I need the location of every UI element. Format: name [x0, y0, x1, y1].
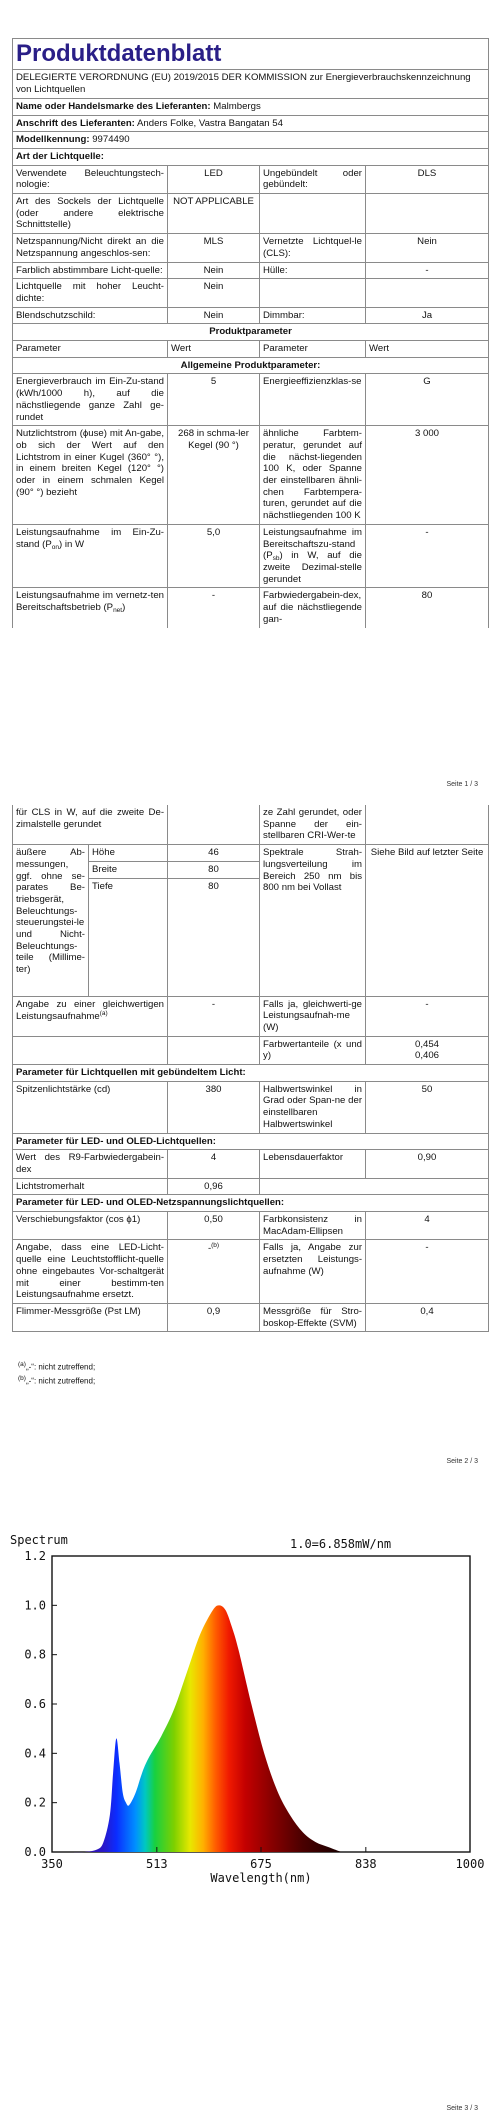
directional-header: Parameter für Lichtquellen mit gebündeltem Licht: [13, 1065, 489, 1082]
x-tick-label: 838 [354, 1857, 377, 1871]
param-row-network-cont: für CLS in W, auf die zweite De-zimalstelle gerundet ze Zahl gerundet, oder Spanne der ein-stellbaren CRI-Wer-te [13, 805, 489, 845]
param-row-peak: Spitzenlichtstärke (cd) 380 Halbwertswinkel in Grad oder Span-ne der einstellbaren Halbwertswinkel 50 [13, 1081, 489, 1133]
type-row: Farblich abstimmbare Licht-quelle: Nein Hülle: - [13, 262, 489, 279]
param-row-dimensions: Tiefe 80 [13, 878, 489, 996]
param-row-power-factor: Verschiebungsfaktor (cos ϕ1) 0,50 Farbkonsistenz in MacAdam-Ellipsen 4 [13, 1212, 489, 1240]
param-row-dimensions: äußere Ab-messungen, ggf. ohne se-parates Be-triebsgerät, Beleuchtungs-steuerungstei-le und Nicht-Beleuchtungs-teile (Millime-ter) Höhe 46 Spektrale Strah-lungsverteilung im Bereich 250 nm bis 800 nm bei Vollast Siehe Bild auf letzter Seite [13, 845, 489, 862]
y-axis-label: Spectrum [10, 1533, 68, 1547]
type-row: Lichtquelle mit hoher Leucht-dichte: Nein [13, 279, 489, 307]
page-2 [0, 805, 500, 1520]
column-header-row: Parameter Wert Parameter Wert [13, 341, 489, 358]
y-tick-label: 0.6 [24, 1697, 46, 1711]
y-tick-label: 0.4 [24, 1746, 46, 1761]
product-params-header: Produktparameter [13, 324, 489, 341]
y-tick-label: 0.0 [24, 1845, 46, 1859]
scale-annotation: 1.0=6.858mW/nm [290, 1537, 392, 1551]
param-row-r9: Wert des R9-Farbwiedergabein-dex 4 Lebensdauerfaktor 0,90 [13, 1150, 489, 1178]
page-footer: Seite 1 / 3 [446, 781, 478, 788]
spectrum-area [71, 1605, 341, 1852]
param-row-network: Leistungsaufnahme im vernetz-ten Bereitschaftsbetrieb $(P_{net})$ - Farbwiedergabein-dex, auf die nächstliegende gan- 80 [13, 588, 489, 628]
light-source-type-header: Art der Lichtquelle: [13, 148, 489, 165]
page-footer: Seite 3 / 3 [446, 2105, 478, 2112]
x-tick-label: 1000 [455, 1857, 485, 1871]
footnote-b: $^{(b)}$„-“: nicht zutreffend; [18, 1375, 96, 1387]
param-row-flicker: Flimmer-Messgröße (Pst LM) 0,9 Messgröße für Stro-boskop-Effekte (SVM) 0,4 [13, 1303, 489, 1331]
spectrum-chart [0, 1520, 500, 1940]
x-tick-label: 675 [250, 1857, 272, 1871]
param-row-flux: Nutzlichtstrom (ϕuse) mit An-gabe, ob sich der Wert auf den Lichtstrom in einer Kugel (360° °), in einem breiten Kegel (120° °) oder in einem schmalen Kegel (90° °) bezieht 268 in schma-ler Kegel (90 °) ähnliche Farbtem-peratur, gerundet auf die nächst-liegenden 100 K, oder Spanne der einstellbaren ähnli-chen Farbtempera-turen, gerundet auf die nächstliegenden 100 K 3 000 [13, 426, 489, 525]
x-tick-label: 350 [41, 1857, 63, 1871]
page-3 [0, 1520, 500, 2121]
param-row-replacement: Angabe, dass eine LED-Licht-quelle eine Leuchtstofflicht-quelle ohne eingebautes Vor-schaltgerät mit einer bestimm-ten Leistungsaufnahme ersetzt. -$^{(b)}$ Falls ja, Angabe zur ersetzten Leistungs-aufnahme (W) - [13, 1240, 489, 1304]
y-tick-label: 1.0 [24, 1598, 46, 1613]
type-row: Verwendete Beleuchtungstech-nologie: LED Ungebündelt oder gebündelt: DLS [13, 165, 489, 193]
x-tick-label: 513 [145, 1857, 168, 1871]
mls-header: Parameter für LED- und OLED-Netzspannungslichtquellen: [13, 1195, 489, 1212]
param-row-power: Leistungsaufnahme im Ein-Zu-stand $(P_{on})$ in W 5,0 Leistungsaufnahme im Bereitschaftszu-stand $(P_{sb})$ in W, auf die zweite Dezimal-stelle gerundet - [13, 524, 489, 588]
footnotes [18, 1360, 95, 1389]
y-tick-label: 1.2 [24, 1549, 46, 1563]
general-params-header: Allgemeine Produktparameter: [13, 357, 489, 374]
param-row-dimensions: Breite 80 [13, 861, 489, 878]
page-title: Produktdatenblatt [13, 39, 489, 70]
x-axis-label: Wavelength(nm) [210, 1871, 312, 1885]
datasheet-table-page-1 [12, 38, 489, 628]
datasheet-table-page-2 [12, 805, 489, 1332]
type-row: Blendschutzschild: Nein Dimmbar: Ja [13, 307, 489, 324]
y-tick-label: 0.2 [24, 1795, 46, 1810]
supplier-name-row: Name oder Handelsmarke des Lieferanten: Malmbergs [13, 98, 489, 115]
type-row: Art des Sockels der Lichtquelle (oder andere elektrische Schnittstelle) NOT APPLICABLE [13, 194, 489, 234]
led-header: Parameter für LED- und OLED-Lichtquellen: [13, 1133, 489, 1150]
type-row: Netzspannung/Nicht direkt an die Netzspannung angeschlos-sen: MLS Vernetzte Lichtquel-le (CLS): Nein [13, 234, 489, 262]
param-row-chromaticity: Farbwertanteile (x und y) 0,454 0,406 [13, 1036, 489, 1064]
page-1 [0, 0, 500, 805]
param-row-energy: Energieverbrauch im Ein-Zu-stand (kWh/1000 h), auf die nächstliegende ganze Zahl ge-rundet 5 Energieeffizienzklas-se G [13, 374, 489, 426]
page-footer: Seite 2 / 3 [446, 1458, 478, 1465]
model-row: Modellkennung: 9974490 [13, 132, 489, 149]
supplier-address-row: Anschrift des Lieferanten: Anders Folke, Vastra Bangatan 54 [13, 115, 489, 132]
param-row-equivalent: Angabe zu einer gleichwertigen Leistungsaufnahme$^{(a)}$ - Falls ja, gleichwerti-ge Leistungsaufnah-me (W) - [13, 996, 489, 1036]
regulation-text: DELEGIERTE VERORDNUNG (EU) 2019/2015 DER KOMMISSION zur Energieverbrauchskennzeichnung von Lichtquellen [13, 70, 489, 98]
footnote-a: $^{(a)}$„-“: nicht zutreffend; [18, 1361, 96, 1372]
param-row-maintenance: Lichtstromerhalt 0,96 [13, 1178, 489, 1195]
y-tick-label: 0.8 [24, 1647, 46, 1662]
